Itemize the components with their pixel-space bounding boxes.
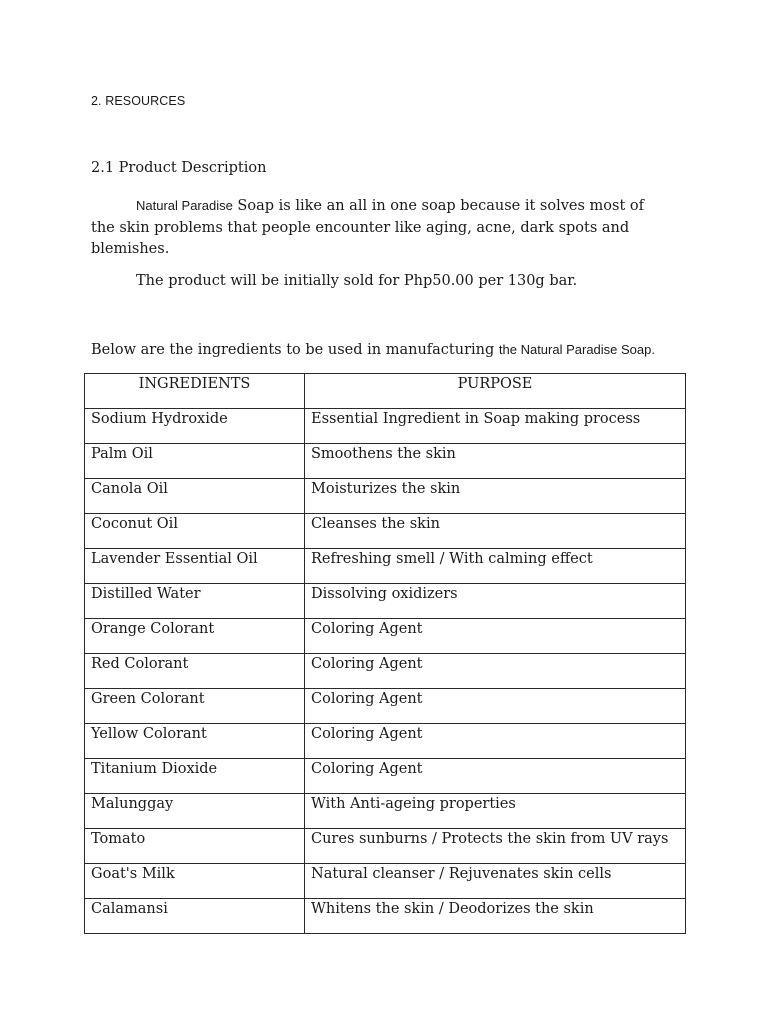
ingredient-cell: Coconut Oil	[85, 514, 305, 549]
ingredient-cell: Yellow Colorant	[85, 724, 305, 759]
table-row	[85, 689, 686, 724]
product-description-paragraph	[91, 195, 669, 261]
table-row	[85, 479, 686, 514]
table-row	[85, 549, 686, 584]
table-row	[85, 864, 686, 899]
subsection-heading: 2.1 Product Description	[91, 160, 267, 176]
table-row	[85, 899, 686, 934]
table-row	[85, 619, 686, 654]
purpose-cell: Whitens the skin / Deodorizes the skin	[305, 899, 686, 934]
intro-text: Below are the ingredients to be used in manufacturing	[91, 342, 499, 358]
purpose-cell: Coloring Agent	[305, 689, 686, 724]
purpose-cell: Natural cleanser / Rejuvenates skin cells	[305, 864, 686, 899]
table-row	[85, 654, 686, 689]
purpose-cell: With Anti-ageing properties	[305, 794, 686, 829]
description-text: Soap is like an all in one soap because it solves most of the skin problems that people encounter like aging, acne, dark spots and blemishes.	[91, 198, 645, 257]
purpose-cell: Cleanses the skin	[305, 514, 686, 549]
ingredient-cell: Orange Colorant	[85, 619, 305, 654]
purpose-cell: Coloring Agent	[305, 759, 686, 794]
table-row	[85, 514, 686, 549]
price-text: The product will be initially sold for Php50.00 per 130g bar.	[136, 273, 578, 289]
table-row	[85, 759, 686, 794]
ingredient-cell: Canola Oil	[85, 479, 305, 514]
ingredients-intro-paragraph	[91, 339, 669, 362]
table-header-row	[85, 374, 686, 409]
table-row	[85, 829, 686, 864]
purpose-cell: Refreshing smell / With calming effect	[305, 549, 686, 584]
table-row	[85, 724, 686, 759]
table-row	[85, 444, 686, 479]
header-ingredients: INGREDIENTS	[85, 374, 305, 409]
table-row	[85, 584, 686, 619]
header-purpose: PURPOSE	[305, 374, 686, 409]
ingredient-cell: Distilled Water	[85, 584, 305, 619]
price-paragraph	[91, 271, 669, 293]
purpose-cell: Essential Ingredient in Soap making process	[305, 409, 686, 444]
ingredients-table	[84, 373, 686, 934]
ingredient-cell: Palm Oil	[85, 444, 305, 479]
ingredient-cell: Lavender Essential Oil	[85, 549, 305, 584]
intro-tail: the Natural Paradise Soap.	[498, 342, 655, 357]
ingredient-cell: Calamansi	[85, 899, 305, 934]
ingredient-cell: Red Colorant	[85, 654, 305, 689]
purpose-cell: Coloring Agent	[305, 724, 686, 759]
table-row	[85, 409, 686, 444]
purpose-cell: Coloring Agent	[305, 619, 686, 654]
purpose-cell: Coloring Agent	[305, 654, 686, 689]
table-row	[85, 794, 686, 829]
table-body	[85, 409, 686, 934]
brand-name: Natural Paradise	[136, 198, 233, 213]
ingredient-cell: Sodium Hydroxide	[85, 409, 305, 444]
purpose-cell: Dissolving oxidizers	[305, 584, 686, 619]
purpose-cell: Moisturizes the skin	[305, 479, 686, 514]
ingredient-cell: Tomato	[85, 829, 305, 864]
ingredient-cell: Goat's Milk	[85, 864, 305, 899]
ingredient-cell: Malunggay	[85, 794, 305, 829]
purpose-cell: Smoothens the skin	[305, 444, 686, 479]
section-heading: 2. RESOURCES	[91, 94, 186, 108]
ingredient-cell: Titanium Dioxide	[85, 759, 305, 794]
purpose-cell: Cures sunburns / Protects the skin from UV rays	[305, 829, 686, 864]
ingredient-cell: Green Colorant	[85, 689, 305, 724]
